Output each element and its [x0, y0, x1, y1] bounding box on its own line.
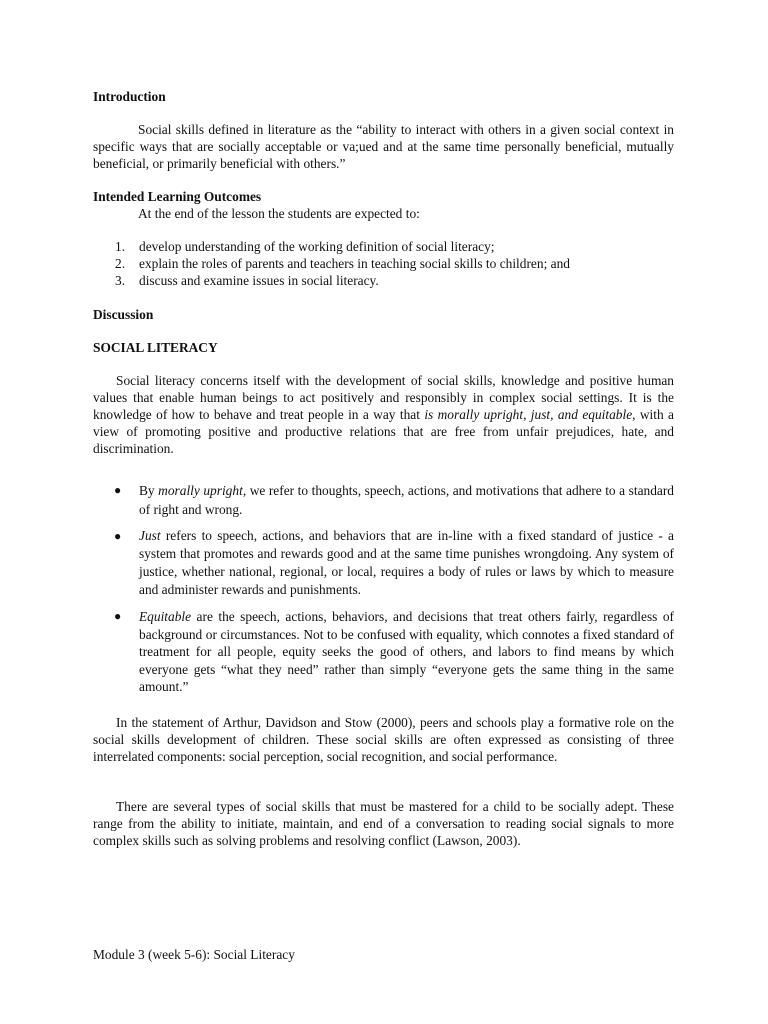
outcome-text: discuss and examine issues in social literacy. — [139, 273, 379, 288]
outcome-number: 3. — [115, 273, 126, 288]
outcomes-lead: At the end of the lesson the students are expected to: — [138, 206, 420, 221]
paragraph-text: Social literacy concerns itself with the development of social skills, knowledge and positive human values that enable human beings to act positively and responsibly in complex social settings. It is the knowledge of how to behave and treat people in a way that — [93, 373, 674, 422]
bullet-text: refers to speech, actions, and behaviors that are in-line with a fixed standard of justice - a system that promotes and rewards good and at the same time punishes wrongdoing. Any system of justice, whether national, regional, or local, requires a body of rules or laws by which to measure and administer rewards and punishments. — [139, 528, 674, 597]
bullet-term: Just — [139, 528, 161, 543]
intro-heading: Introduction — [93, 89, 166, 104]
bullet-text: , we refer to thoughts, speech, actions, and motivations that adhere to a standard of right and wrong. — [139, 483, 675, 517]
bullet-text: are the speech, actions, behaviors, and decisions that treat others fairly, regardless of background or circumstances. Not to be confused with equality, which connotes a fixed standard of treatment for all people, equity seeks the good of others, and labors to find means by which everyone gets “what they need” rather than simply “everyone gets the same thing in the same amount.” — [139, 609, 674, 694]
bullet-dot-icon: ● — [114, 483, 122, 497]
paragraph-text: , with a view of promoting positive and productive relations that are free from unfair prejudices, hate, and discrimination. — [93, 407, 674, 456]
intro-paragraph: Social skills defined in literature as the “ability to interact with others in a given social context in specific ways that are socially acceptable or va;ued and at the same time personally beneficial, mutually beneficial, or primarily beneficial with others.” — [93, 122, 674, 171]
social-skills-paragraph: There are several types of social skills that must be mastered for a child to be socially adept. These range from the ability to initiate, maintain, and end of a conversation to reading social signals to more complex skills such as solving problems and resolving conflict (Lawson, 2003). — [93, 799, 674, 848]
arthur-paragraph: In the statement of Arthur, Davidson and Stow (2000), peers and schools play a formative role on the social skills development of children. These social skills are often expressed as consisting of three interrelated components: social perception, social recognition, and social performance. — [93, 715, 674, 764]
page-footer: Module 3 (week 5-6): Social Literacy — [93, 947, 295, 962]
bullet-dot-icon: ● — [114, 529, 122, 543]
outcome-text: develop understanding of the working definition of social literacy; — [139, 239, 495, 254]
bullet-item-equitable — [93, 608, 674, 696]
bullet-term: morally upright — [158, 483, 243, 498]
outcomes-heading: Intended Learning Outcomes — [93, 189, 262, 204]
bullet-item-morally-upright — [93, 481, 674, 519]
section-title: SOCIAL LITERACY — [93, 340, 218, 355]
bullet-item-just — [93, 527, 674, 599]
bullet-list — [93, 0, 674, 1024]
bullet-term: Equitable — [139, 609, 192, 624]
discussion-heading: Discussion — [93, 307, 154, 322]
emphasis-text: is morally upright, just, and equitable — [424, 407, 633, 422]
bullet-dot-icon: ● — [114, 609, 122, 623]
outcome-number: 1. — [115, 239, 126, 254]
outcome-text: explain the roles of parents and teachers in teaching social skills to children; and — [139, 256, 570, 271]
bullet-prefix: By — [139, 483, 159, 498]
outcome-number: 2. — [115, 256, 126, 271]
